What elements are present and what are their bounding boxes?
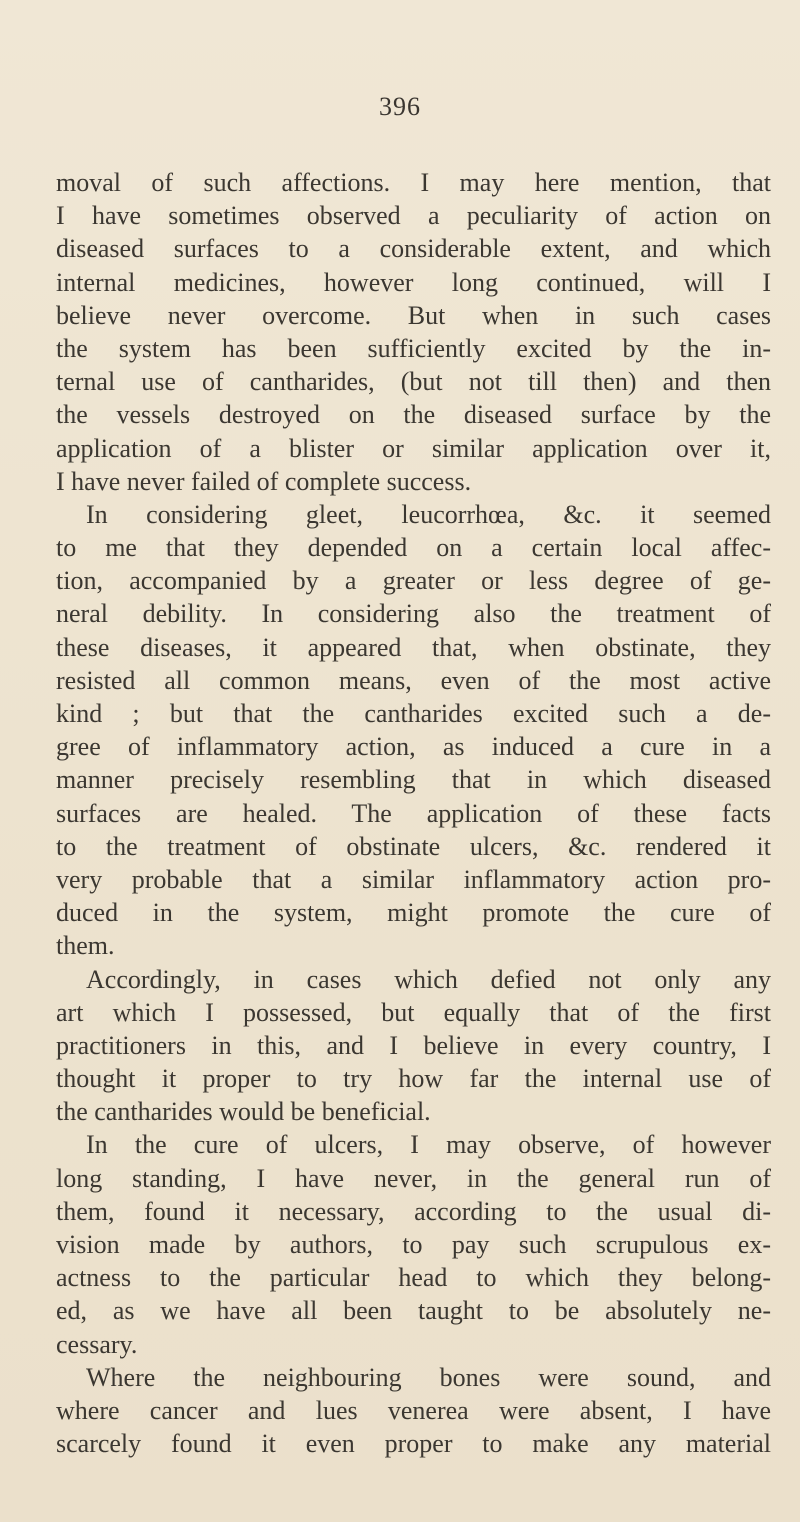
- text-line: thought it proper to try how far the internal use of: [56, 1064, 771, 1094]
- text-line: neral debility. In considering also the treatment of: [56, 599, 771, 629]
- text-line: application of a blister or similar application over it,: [56, 433, 771, 463]
- text-line: resisted all common means, even of the most active: [56, 665, 771, 695]
- text-line: Where the neighbouring bones were sound, and: [86, 1362, 771, 1392]
- text-line: them, found it necessary, according to the usual di-: [56, 1196, 771, 1226]
- text-line: surfaces are healed. The application of these facts: [56, 798, 771, 828]
- text-line: where cancer and lues venerea were absent, I have: [56, 1395, 771, 1425]
- text-line: very probable that a similar inflammatory action pro-: [56, 864, 771, 894]
- text-line: In the cure of ulcers, I may observe, of however: [86, 1130, 771, 1160]
- text-line: ed, as we have all been taught to be absolutely ne-: [56, 1296, 771, 1326]
- body-text: [56, 166, 771, 1460]
- text-line: cessary.: [56, 1329, 138, 1359]
- text-line: scarcely found it even proper to make any material: [56, 1429, 771, 1459]
- text-line: them.: [56, 931, 115, 961]
- text-line: internal medicines, however long continued, will I: [56, 267, 771, 297]
- text-line: I have never failed of complete success.: [56, 466, 472, 496]
- text-line: to the treatment of obstinate ulcers, &c. rendered it: [56, 831, 771, 861]
- text-line: actness to the particular head to which they belong-: [56, 1263, 771, 1293]
- text-line: long standing, I have never, in the general run of: [56, 1163, 771, 1193]
- page-number: 396: [379, 92, 421, 121]
- text-line: moval of such affections. I may here mention, that: [56, 168, 771, 197]
- text-line: practitioners in this, and I believe in every country, I: [56, 1030, 771, 1060]
- text-line: manner precisely resembling that in which diseased: [56, 765, 771, 795]
- text-line: kind ; but that the cantharides excited such a de-: [56, 699, 771, 728]
- text-line: art which I possessed, but equally that of the first: [56, 997, 771, 1027]
- text-line: duced in the system, might promote the cure of: [56, 898, 771, 928]
- text-line: diseased surfaces to a considerable extent, and which: [56, 234, 771, 264]
- text-line: the vessels destroyed on the diseased surface by the: [56, 400, 771, 430]
- text-line: gree of inflammatory action, as induced a cure in a: [56, 732, 771, 762]
- text-line: to me that they depended on a certain local affec-: [56, 533, 771, 563]
- text-line: believe never overcome. But when in such cases: [56, 300, 771, 330]
- text-line: Accordingly, in cases which defied not only any: [86, 964, 771, 994]
- text-line: ternal use of cantharides, (but not till then) and then: [56, 367, 771, 397]
- text-line: tion, accompanied by a greater or less degree of ge-: [56, 566, 771, 596]
- text-line: In considering gleet, leucorrhœa, &c. it seemed: [86, 499, 771, 529]
- text-line: the system has been sufficiently excited by the in-: [56, 333, 771, 363]
- text-line: these diseases, it appeared that, when obstinate, they: [56, 632, 771, 662]
- text-line: the cantharides would be beneficial.: [56, 1097, 431, 1127]
- text-line: I have sometimes observed a peculiarity of action on: [56, 201, 771, 231]
- text-line: vision made by authors, to pay such scrupulous ex-: [56, 1230, 771, 1259]
